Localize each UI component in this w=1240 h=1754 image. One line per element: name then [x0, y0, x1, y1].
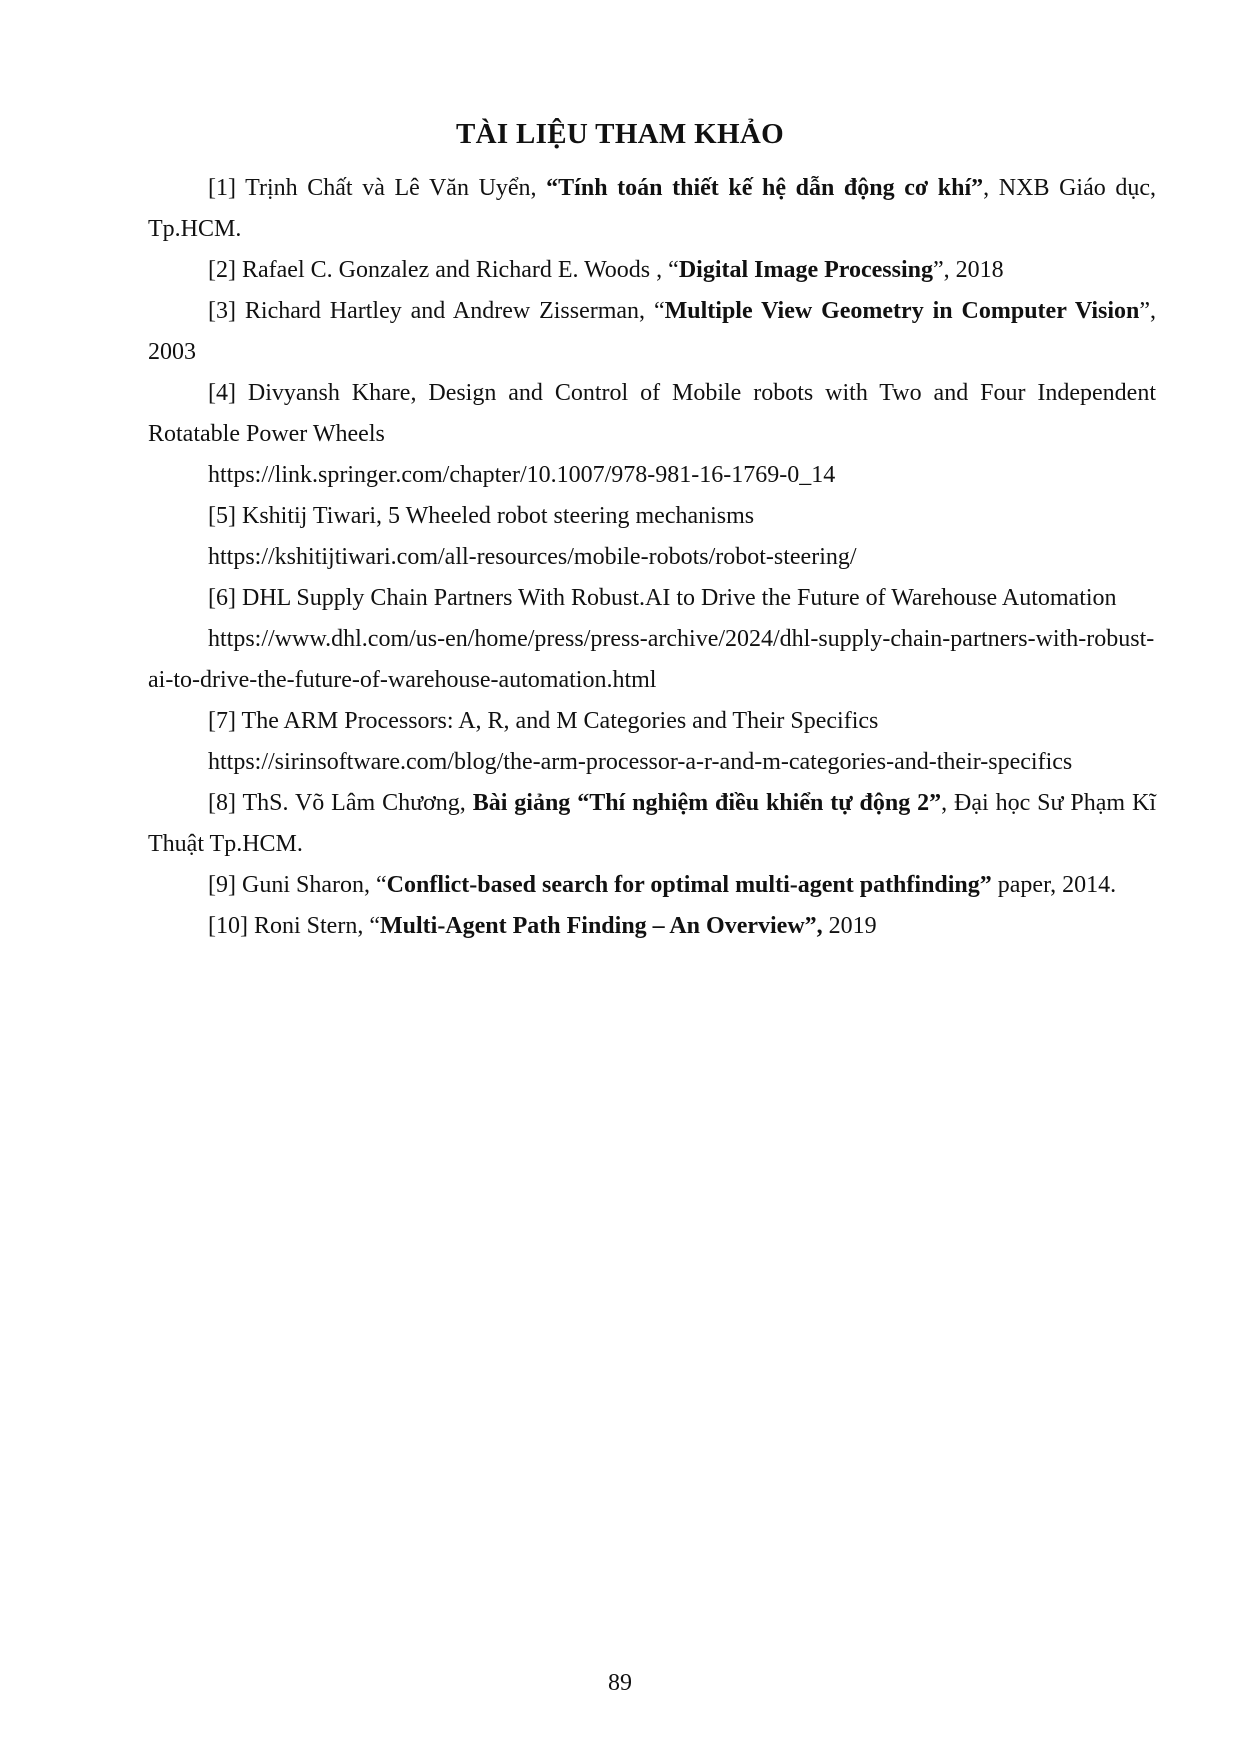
reference-url[interactable]: https://kshitijtiwari.com/all-resources/mobile-robots/robot-steering/	[208, 544, 857, 570]
reference-item	[148, 373, 1156, 455]
reference-authors: Richard Hartley and Andrew Zisserman, “	[235, 298, 665, 324]
reference-authors: Roni Stern, “	[247, 913, 380, 939]
reference-url[interactable]: https://sirinsoftware.com/blog/the-arm-processor-a-r-and-m-categories-and-their-specifics	[208, 749, 1073, 775]
page-title: TÀI LIỆU THAM KHẢO	[456, 118, 784, 150]
reference-url[interactable]: https://link.springer.com/chapter/10.1007/978-981-16-1769-0_14	[208, 462, 836, 488]
reference-item	[148, 906, 1156, 947]
reference-title: Bài giảng “Thí nghiệm điều khiển tự động 2”	[472, 790, 942, 816]
reference-text: The ARM Processors: A, R, and M Categories and Their Specifics	[235, 708, 879, 734]
reference-year: ”, 2003	[148, 298, 1157, 365]
reference-title: Multi-Agent Path Finding – An Overview”,	[379, 913, 823, 939]
reference-year: ”, 2018	[933, 257, 1004, 283]
reference-item	[148, 291, 1156, 373]
reference-number: [4]	[208, 380, 236, 406]
reference-url[interactable]: https://www.dhl.com/us-en/home/press/press-archive/2024/dhl-supply-chain-partners-with-robust-ai-to-drive-the-future-of-warehouse-automation.html	[148, 626, 1155, 693]
reference-item	[148, 168, 1156, 250]
reference-title: Multiple View Geometry in Computer Vision	[664, 298, 1140, 324]
reference-list	[148, 168, 1156, 947]
page-number: 89	[608, 1670, 632, 1696]
reference-item	[148, 250, 1156, 291]
reference-text: Kshitij Tiwari, 5 Wheeled robot steering mechanisms	[235, 503, 755, 529]
reference-number: [6]	[208, 585, 236, 611]
reference-publisher: , NXB Giáo dục, Tp.HCM.	[148, 175, 1156, 242]
reference-number: [3]	[208, 298, 236, 324]
reference-number: [9]	[208, 872, 236, 898]
reference-authors: Trịnh Chất và Lê Văn Uyển,	[235, 175, 547, 201]
reference-number: [2]	[208, 257, 236, 283]
reference-publisher: , Đại học Sư Phạm Kĩ Thuật Tp.HCM.	[148, 790, 1156, 857]
reference-item	[148, 496, 1156, 537]
reference-number: [1]	[208, 175, 236, 201]
reference-year: 2019	[822, 913, 877, 939]
reference-item	[148, 865, 1156, 906]
reference-authors: ThS. Võ Lâm Chương,	[235, 790, 473, 816]
reference-title: Conflict-based search for optimal multi-agent pathfinding”	[386, 872, 992, 898]
reference-number: [8]	[208, 790, 236, 816]
reference-authors: Rafael C. Gonzalez and Richard E. Woods , “	[235, 257, 679, 283]
reference-title: Digital Image Processing	[678, 257, 934, 283]
reference-item	[148, 701, 1156, 742]
reference-authors: Guni Sharon, “	[235, 872, 387, 898]
reference-text: Divyansh Khare, Design and Control of Mobile robots with Two and Four Independent Rotatable Power Wheels	[148, 380, 1156, 447]
reference-number: [7]	[208, 708, 236, 734]
reference-item	[148, 578, 1156, 619]
reference-number: [10]	[208, 913, 248, 939]
reference-text: DHL Supply Chain Partners With Robust.AI to Drive the Future of Warehouse Automation	[235, 585, 1117, 611]
reference-title: “Tính toán thiết kế hệ dẫn động cơ khí”	[546, 175, 984, 201]
reference-item	[148, 783, 1156, 865]
reference-number: [5]	[208, 503, 236, 529]
reference-year: paper, 2014.	[991, 872, 1117, 898]
